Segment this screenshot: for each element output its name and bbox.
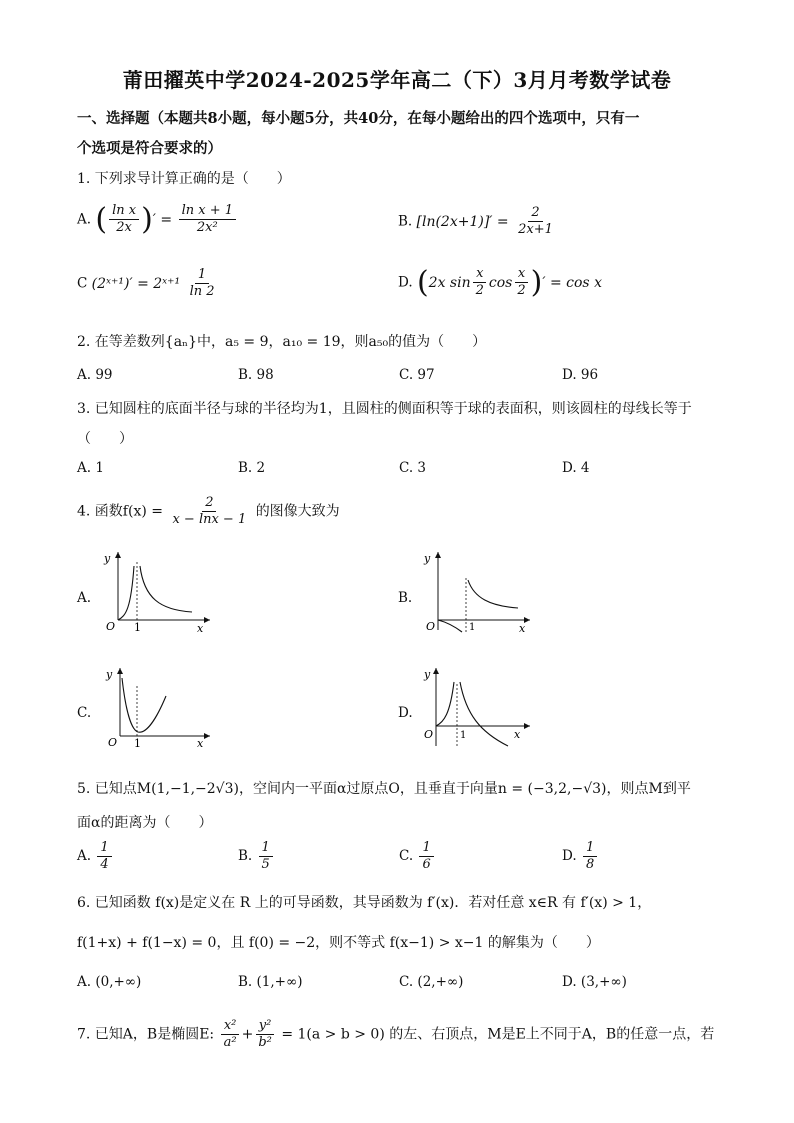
- q7-f1-num: x²: [221, 1018, 240, 1035]
- q4-option-c-label[interactable]: C.: [77, 705, 92, 721]
- q1-a-num: ln x: [109, 203, 139, 220]
- q1-option-a[interactable]: A. ( $\frac{\text{ln x}}{2x}$ )′ = $\frac{\text{ln x + 1}}{\text{2x²}}$: [77, 203, 238, 236]
- q1-c-label: C: [77, 275, 88, 292]
- q7-pre: 7. 已知A，B是椭圆E:: [77, 1026, 215, 1043]
- section-heading-line2: 个选项是符合要求的）: [77, 140, 222, 157]
- tick-label: 1: [460, 730, 467, 741]
- y-axis-arrow: [115, 552, 121, 558]
- q4-option-b-label[interactable]: B.: [398, 590, 413, 606]
- q4-graph-a[interactable]: [100, 548, 215, 633]
- curve-left: [438, 620, 462, 632]
- q1-c-expr: (2ˣ⁺¹)′ = 2ˣ⁺¹: [91, 275, 181, 292]
- q4-stem-post: 的图像大致为: [255, 503, 340, 520]
- tick-label: 1: [134, 737, 141, 749]
- q7-f1-den: a²: [223, 1035, 237, 1050]
- q1-d-frac1-num: x: [473, 266, 486, 283]
- q1-d-pre: 2x sin: [428, 274, 471, 291]
- q7-f2-den: b²: [258, 1035, 272, 1050]
- axis-x-label: x: [519, 622, 526, 633]
- curve-left: [118, 566, 134, 620]
- q5-b-label: B.: [238, 848, 253, 864]
- q1-option-d[interactable]: D. (2x sin $\frac{x}{2}$ cos $\frac{x}{2}$ )′ = cos x: [398, 264, 602, 300]
- q5-b-den: 5: [261, 857, 270, 872]
- q5-c-label: C.: [399, 848, 414, 864]
- q5-stem-line1: 5. 已知点M(1,−1,−2√3)，空间内一平面α过原点O，且垂直于向量n = (−3,2,−√3)，则点M到平: [77, 781, 691, 797]
- q7-post: = 1(a > b > 0) 的左、右顶点，M是E上不同于A，B的任意一点，若: [281, 1026, 715, 1043]
- q1-d-frac2-den: 2: [517, 283, 526, 298]
- page-title: 莆田擢英中学2024-2025学年高二（下）3月月考数学试卷: [122, 68, 672, 92]
- q6-option-c[interactable]: C. (2,+∞): [399, 974, 464, 990]
- q4-graph-d[interactable]: [420, 664, 535, 749]
- q1-b-rhs-num: 2: [528, 205, 542, 222]
- q3-option-c[interactable]: C. 3: [399, 460, 427, 476]
- q1-b-expr: [ln(2x+1)]′ =: [416, 213, 509, 230]
- y-axis-arrow: [433, 668, 439, 674]
- q3-stem-line1: 3. 已知圆柱的底面半径与球的半径均为1，且圆柱的侧面积等于球的表面积，则该圆柱的母线长等于: [77, 401, 692, 417]
- q7-f2-num: y²: [256, 1018, 275, 1035]
- axis-y-label: y: [424, 668, 431, 681]
- q5-option-b[interactable]: [238, 840, 275, 873]
- curve-right: [468, 580, 518, 608]
- origin-label: O: [424, 728, 434, 741]
- section-heading-line1: 一、选择题（本题共8小题，每小题5分，共40分，在每小题给出的四个选项中，只有一: [77, 110, 640, 127]
- q6-option-a[interactable]: A. (0,+∞): [77, 974, 142, 990]
- axis-y-label: y: [104, 552, 111, 565]
- q1-a-rhs-num: ln x + 1: [179, 203, 236, 220]
- q3-stem-line2: （ ）: [77, 431, 133, 447]
- q1-a-label: A.: [77, 211, 92, 228]
- x-axis-arrow: [204, 733, 210, 739]
- origin-label: O: [106, 620, 116, 633]
- q4-stem: [77, 495, 340, 528]
- q6-stem-line2: f(1+x) + f(1−x) = 0，且 f(0) = −2，则不等式 f(x−1) > x−1 的解集为（ ）: [77, 935, 600, 951]
- q5-option-d[interactable]: [562, 840, 599, 873]
- q5-d-label: D.: [562, 848, 577, 864]
- q1-stem: 1. 下列求导计算正确的是（ ）: [77, 171, 291, 187]
- q1-d-frac1-den: 2: [475, 283, 484, 298]
- q5-d-num: 1: [583, 840, 597, 857]
- q1-a-den: 2x: [116, 220, 132, 235]
- q5-a-label: A.: [77, 848, 92, 864]
- q1-b-rhs-den: 2x+1: [518, 222, 553, 237]
- x-axis-arrow: [204, 617, 210, 623]
- q4-option-d-label[interactable]: D.: [398, 705, 413, 721]
- q5-c-den: 6: [422, 857, 431, 872]
- q4-frac-den: x − lnx − 1: [172, 512, 247, 527]
- q6-option-b[interactable]: B. (1,+∞): [238, 974, 303, 990]
- q4-stem-pre: 4. 函数f(x) =: [77, 503, 163, 520]
- q5-a-num: 1: [97, 840, 111, 857]
- q5-d-den: 8: [585, 857, 595, 872]
- y-axis-arrow: [435, 552, 441, 558]
- axis-x-label: x: [197, 622, 204, 633]
- q7-plus: +: [241, 1026, 254, 1043]
- q1-d-mid: cos: [488, 274, 513, 291]
- q1-option-b[interactable]: [398, 205, 558, 238]
- origin-label: O: [108, 736, 118, 749]
- curve-right: [460, 682, 508, 746]
- x-axis-arrow: [524, 723, 530, 729]
- y-axis-arrow: [117, 668, 123, 674]
- q5-a-den: 4: [100, 857, 109, 872]
- curve-right: [140, 566, 192, 612]
- axis-y-label: y: [106, 668, 113, 681]
- q5-b-num: 1: [259, 840, 273, 857]
- tick-label: 1: [134, 621, 141, 633]
- q1-b-label: B.: [398, 213, 413, 230]
- curve: [122, 678, 166, 732]
- origin-label: O: [426, 620, 436, 633]
- curve-left: [436, 682, 454, 726]
- q2-stem: 2. 在等差数列{aₙ}中，a₅ = 9，a₁₀ = 19，则a₅₀的值为（ ）: [77, 334, 487, 350]
- tick-label: 1: [469, 622, 476, 633]
- q2-option-b[interactable]: B. 98: [238, 367, 274, 383]
- q4-graph-b[interactable]: [420, 548, 535, 633]
- q1-d-label: D.: [398, 274, 413, 291]
- q2-option-c[interactable]: C. 97: [399, 367, 435, 383]
- q1-c-rhs-den: ln 2: [189, 284, 215, 299]
- q1-d-rhs: = cos x: [549, 274, 602, 291]
- q4-option-a-label[interactable]: A.: [77, 590, 92, 606]
- q4-graph-c[interactable]: [100, 664, 215, 749]
- q5-option-a[interactable]: [77, 840, 114, 873]
- q6-option-d[interactable]: D. (3,+∞): [562, 974, 627, 990]
- q3-option-b[interactable]: B. 2: [238, 460, 266, 476]
- axis-y-label: y: [424, 552, 431, 565]
- q2-option-a[interactable]: A. 99: [77, 367, 113, 383]
- q7-stem: [77, 1018, 714, 1051]
- q1-c-rhs-num: 1: [195, 267, 209, 284]
- q5-c-num: 1: [419, 840, 433, 857]
- q4-frac-num: 2: [202, 495, 216, 512]
- q1-d-frac2-num: x: [515, 266, 528, 283]
- q3-option-d[interactable]: D. 4: [562, 460, 590, 476]
- q5-stem-line2: 面α的距离为（ ）: [77, 815, 213, 831]
- q2-option-d[interactable]: D. 96: [562, 367, 599, 383]
- q1-option-c[interactable]: [77, 267, 220, 300]
- q1-a-rhs-den: 2x²: [196, 220, 218, 235]
- q5-option-c[interactable]: [399, 840, 436, 873]
- axis-x-label: x: [197, 737, 204, 749]
- q3-option-a[interactable]: A. 1: [77, 460, 104, 476]
- q6-stem-line1: 6. 已知函数 f(x)是定义在 R 上的可导函数，其导函数为 f′(x)．若对任意 x∈R 有 f′(x) > 1，: [77, 895, 652, 911]
- axis-x-label: x: [514, 728, 521, 741]
